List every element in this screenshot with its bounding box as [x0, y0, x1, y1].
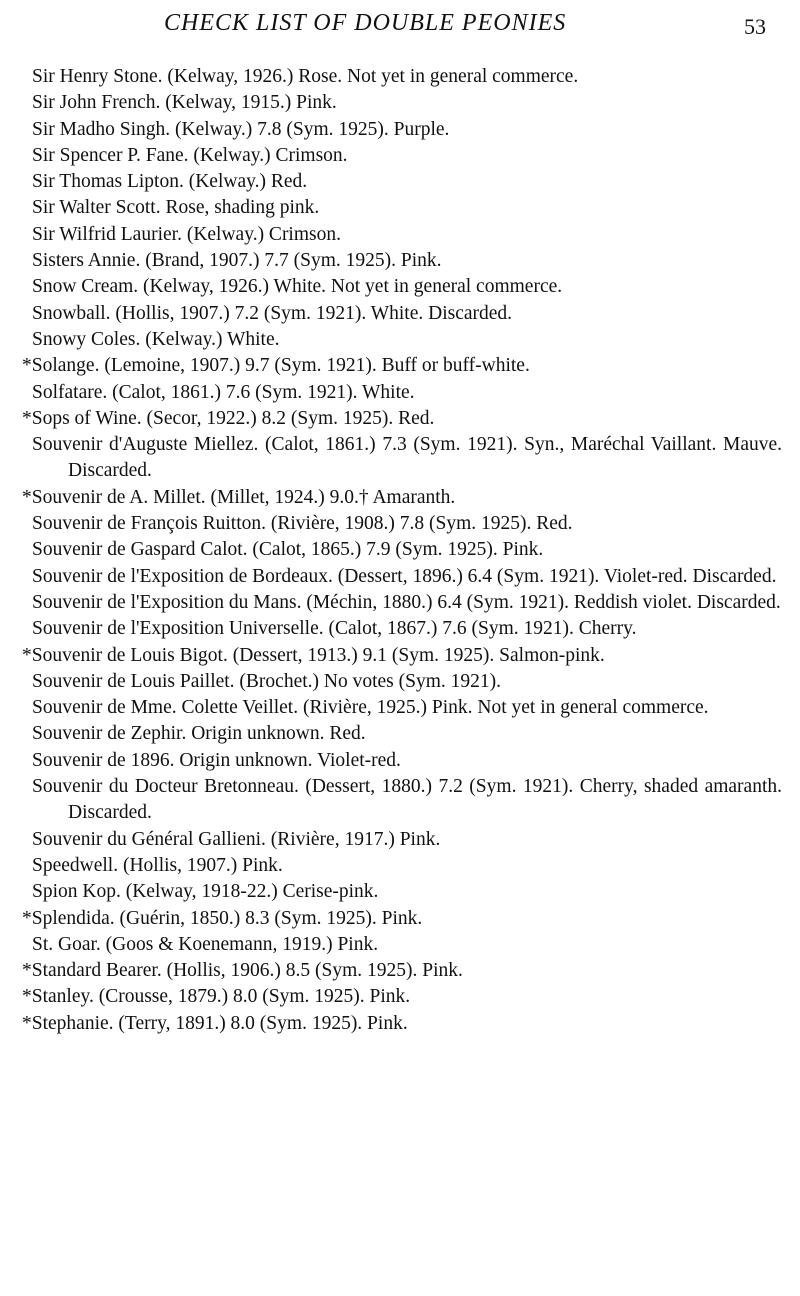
entry	[22, 906, 782, 932]
entry	[22, 64, 782, 90]
entry-text: Snow Cream. (Kelway, 1926.) White. Not yet in general commerce.	[32, 276, 563, 298]
entry	[22, 117, 782, 143]
entry	[22, 327, 782, 353]
entry	[22, 406, 782, 432]
entry-text: *Stephanie. (Terry, 1891.) 8.0 (Sym. 1925). Pink.	[22, 1012, 408, 1034]
entry-text: *Stanley. (Crousse, 1879.) 8.0 (Sym. 1925). Pink.	[22, 986, 411, 1008]
entry-text: Spion Kop. (Kelway, 1918-22.) Cerise-pink.	[32, 881, 379, 903]
entry	[22, 748, 782, 774]
entry	[22, 301, 782, 327]
entry	[22, 143, 782, 169]
entry-text: *Splendida. (Guérin, 1850.) 8.3 (Sym. 1925). Pink.	[22, 907, 423, 929]
entry-text: Sir Spencer P. Fane. (Kelway.) Crimson.	[32, 144, 348, 166]
entry-text: *Sops of Wine. (Secor, 1922.) 8.2 (Sym. 1925). Red.	[22, 407, 435, 429]
page-header	[0, 8, 800, 42]
entry	[22, 274, 782, 300]
entry-text: Souvenir de Louis Paillet. (Brochet.) No votes (Sym. 1921).	[32, 670, 502, 692]
entry	[22, 774, 782, 827]
entry-text: *Solange. (Lemoine, 1907.) 9.7 (Sym. 1921). Buff or buff-white.	[22, 355, 530, 377]
entry	[22, 827, 782, 853]
entry-text: Sir Thomas Lipton. (Kelway.) Red.	[32, 171, 308, 193]
entry-text: Sir John French. (Kelway, 1915.) Pink.	[32, 92, 337, 114]
entry-text: *Standard Bearer. (Hollis, 1906.) 8.5 (Sym. 1925). Pink.	[22, 960, 463, 982]
entry	[22, 853, 782, 879]
entry	[22, 958, 782, 984]
entry-text: Souvenir de l'Exposition du Mans. (Méchin, 1880.) 6.4 (Sym. 1921). Reddish violet. Discarded.	[32, 591, 781, 613]
entry-text: Souvenir de François Ruitton. (Rivière, 1908.) 7.8 (Sym. 1925). Red.	[32, 513, 573, 535]
entry-text: Sir Madho Singh. (Kelway.) 7.8 (Sym. 1925). Purple.	[32, 118, 450, 140]
entry	[22, 90, 782, 116]
entry-text: Sir Henry Stone. (Kelway, 1926.) Rose. Not yet in general commerce.	[32, 66, 579, 87]
entry	[22, 195, 782, 221]
entry	[22, 537, 782, 563]
entry-text: *Souvenir de Louis Bigot. (Dessert, 1913.) 9.1 (Sym. 1925). Salmon-pink.	[22, 644, 605, 666]
entry-list	[22, 64, 782, 1037]
entry	[22, 984, 782, 1010]
entry-text: Souvenir de Zephir. Origin unknown. Red.	[32, 723, 366, 745]
entry-text: St. Goar. (Goos & Koenemann, 1919.) Pink.	[32, 933, 379, 955]
entry-text: *Souvenir de A. Millet. (Millet, 1924.) 9.0.† Amaranth.	[22, 486, 456, 508]
entry	[22, 590, 782, 616]
entry	[22, 1011, 782, 1037]
entry-text: Speedwell. (Hollis, 1907.) Pink.	[32, 854, 283, 876]
entry-text: Souvenir de l'Exposition Universelle. (Calot, 1867.) 7.6 (Sym. 1921). Cherry.	[32, 618, 637, 640]
entry-text: Snowball. (Hollis, 1907.) 7.2 (Sym. 1921). White. Discarded.	[32, 302, 513, 324]
entry	[22, 222, 782, 248]
entry	[22, 643, 782, 669]
entry	[22, 564, 782, 590]
entry-text: Souvenir de 1896. Origin unknown. Violet-red.	[32, 749, 401, 771]
entry-text: Sir Wilfrid Laurier. (Kelway.) Crimson.	[32, 223, 341, 245]
entry-text: Souvenir d'Auguste Miellez. (Calot, 1861.) 7.3 (Sym. 1921). Syn., Maréchal Vaillant. Mauve. Discarded.	[32, 434, 782, 482]
entry	[22, 169, 782, 195]
entry	[22, 721, 782, 747]
entry-text: Sir Walter Scott. Rose, shading pink.	[32, 197, 320, 219]
entry	[22, 432, 782, 485]
entry-text: Sisters Annie. (Brand, 1907.) 7.7 (Sym. 1925). Pink.	[32, 250, 442, 272]
entry	[22, 485, 782, 511]
entry	[22, 353, 782, 379]
entry-text: Snowy Coles. (Kelway.) White.	[32, 328, 280, 350]
entry	[22, 380, 782, 406]
entry-text: Souvenir de Gaspard Calot. (Calot, 1865.) 7.9 (Sym. 1925). Pink.	[32, 539, 544, 561]
running-title: CHECK LIST OF DOUBLE PEONIES	[164, 10, 567, 36]
entry	[22, 879, 782, 905]
entry-text: Souvenir de l'Exposition de Bordeaux. (Dessert, 1896.) 6.4 (Sym. 1921). Violet-red. Discarded.	[32, 565, 777, 587]
entry	[22, 695, 782, 721]
entry	[22, 511, 782, 537]
entry-text: Souvenir de Mme. Colette Veillet. (Rivière, 1925.) Pink. Not yet in general commerce.	[32, 697, 709, 719]
page-number: 53	[744, 14, 766, 39]
entry	[22, 932, 782, 958]
entry	[22, 616, 782, 642]
entry-text: Souvenir du Général Gallieni. (Rivière, 1917.) Pink.	[32, 828, 441, 850]
entry-text: Souvenir du Docteur Bretonneau. (Dessert, 1880.) 7.2 (Sym. 1921). Cherry, shaded amaranth. Discarded.	[32, 776, 782, 824]
entry	[22, 669, 782, 695]
entry	[22, 248, 782, 274]
entry-text: Solfatare. (Calot, 1861.) 7.6 (Sym. 1921). White.	[32, 381, 415, 403]
